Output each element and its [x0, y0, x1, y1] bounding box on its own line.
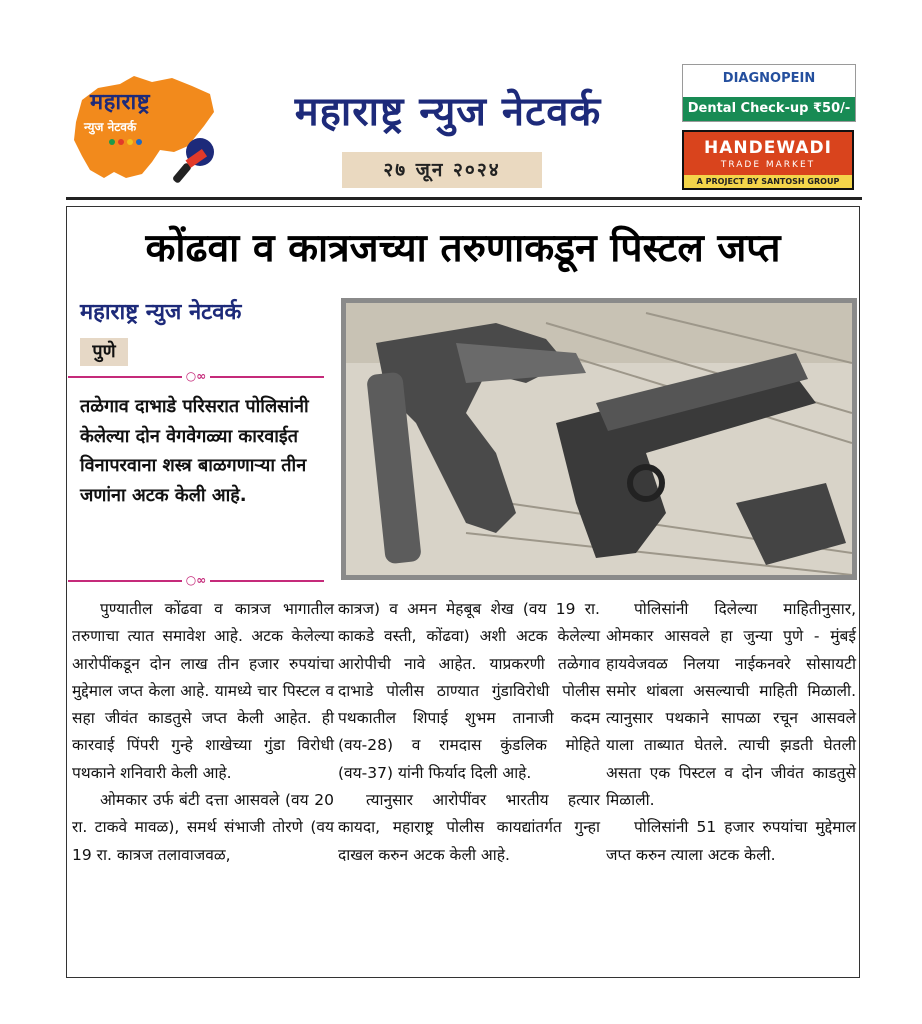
diagnopein-offer: Dental Check-up ₹50/-	[683, 97, 855, 121]
brand-logo	[68, 74, 218, 184]
logo-title: महाराष्ट्र	[90, 90, 151, 115]
microphone-icon	[172, 136, 218, 184]
paragraph: पुण्यातील कोंढवा व कात्रज भागातील तरुणाचा त्यात समावेश आहे. अटक केलेल्या आरोपींकडून दोन लाख तीन हजार रुपयांचा मुद्देमाल जप्त केला आहे. यामध्ये चार पिस्टल व सहा जीवंत काडतुसे जप्त केली आहेत. ही कारवाई पिंपरी गुन्हे शाखेच्या गुंडा विरोधी पथकाने शनिवारी केली आहे.	[72, 600, 334, 782]
headline: कोंढवा व कात्रजच्या तरुणाकडून पिस्टल जप्त	[145, 226, 781, 271]
paragraph: ओमकार उर्फ बंटी दत्ता आसवले (वय 20 रा. टाकवे मावळ), समर्थ संभाजी तोरणे (वय 19 रा. कात्रज तलावाजवळ,	[72, 791, 334, 864]
article-column-3	[606, 596, 856, 869]
article-column-2	[338, 596, 600, 869]
handewadi-brand: HANDEWADI	[704, 138, 832, 158]
issue-date: २७ जून २०२४	[342, 152, 542, 188]
paragraph: पोलिसांनी दिलेल्या माहितीनुसार, ओमकार आसवले हा जुन्या पुणे - मुंबई हायवेजवळ निलया नाईकनवरे सोसायटी समोर थांबला असल्याची माहिती मिळाली. त्यानुसार पथकाने सापळा रचून आसवले याला ताब्यात घेतले. त्याची झडती घेतली असता एक पिस्टल व दोन जीवंत काडतुसे मिळाली.	[606, 600, 856, 810]
article-column-1	[72, 596, 334, 869]
masthead-rule	[66, 197, 862, 200]
dateline-city: पुणे	[80, 338, 128, 366]
paragraph: कात्रज) व अमन मेहबूब शेख (वय 19 रा. काकडे वस्ती, कोंढवा) अशी अटक केलेल्या आरोपीची नावे आहेत. याप्रकरणी तळेगाव दाभाडे पोलीस ठाण्यात गुंडाविरोधी पोलीस पथकातील शिपाई शुभम तानाजी कदम (वय-28) व रामदास कुंडलिक मोहिते (वय-37) यांनी फिर्याद दिली आहे.	[338, 600, 600, 782]
handewadi-subtitle: TRADE MARKET	[720, 160, 816, 170]
handewadi-footer: A PROJECT BY SANTOSH GROUP	[684, 175, 852, 188]
logo-subtitle: न्युज नेटवर्क	[84, 120, 137, 134]
paragraph: त्यानुसार आरोपींवर भारतीय हत्यार कायदा, महाराष्ट्र पोलीस कायद्यांतर्गत गुन्हा दाखल करुन अटक केली आहे.	[338, 791, 600, 864]
article-summary: तळेगाव दाभाडे परिसरात पोलिसांनी केलेल्या दोन वेगवेगळ्या कारवाईत विनापरवाना शस्त्र बाळगणाऱ्या तीन जणांना अटक केली आहे.	[80, 396, 309, 506]
byline: महाराष्ट्र न्युज नेटवर्क	[80, 300, 242, 325]
handewadi-ad[interactable]	[682, 130, 854, 190]
diagnopein-brand: DIAGNOPEIN	[722, 71, 816, 86]
article-photo	[341, 298, 857, 580]
divider-ornament-icon: ○∞	[182, 574, 210, 586]
divider-ornament-icon: ○∞	[182, 370, 210, 382]
diagnopein-ad[interactable]	[682, 64, 856, 122]
pistols-photo-icon	[346, 303, 852, 575]
paragraph: पोलिसांनी 51 हजार रुपयांचा मुद्देमाल जप्त करुन त्याला अटक केली.	[606, 818, 856, 864]
paper-name: महाराष्ट्र न्युज नेटवर्क	[294, 89, 602, 135]
